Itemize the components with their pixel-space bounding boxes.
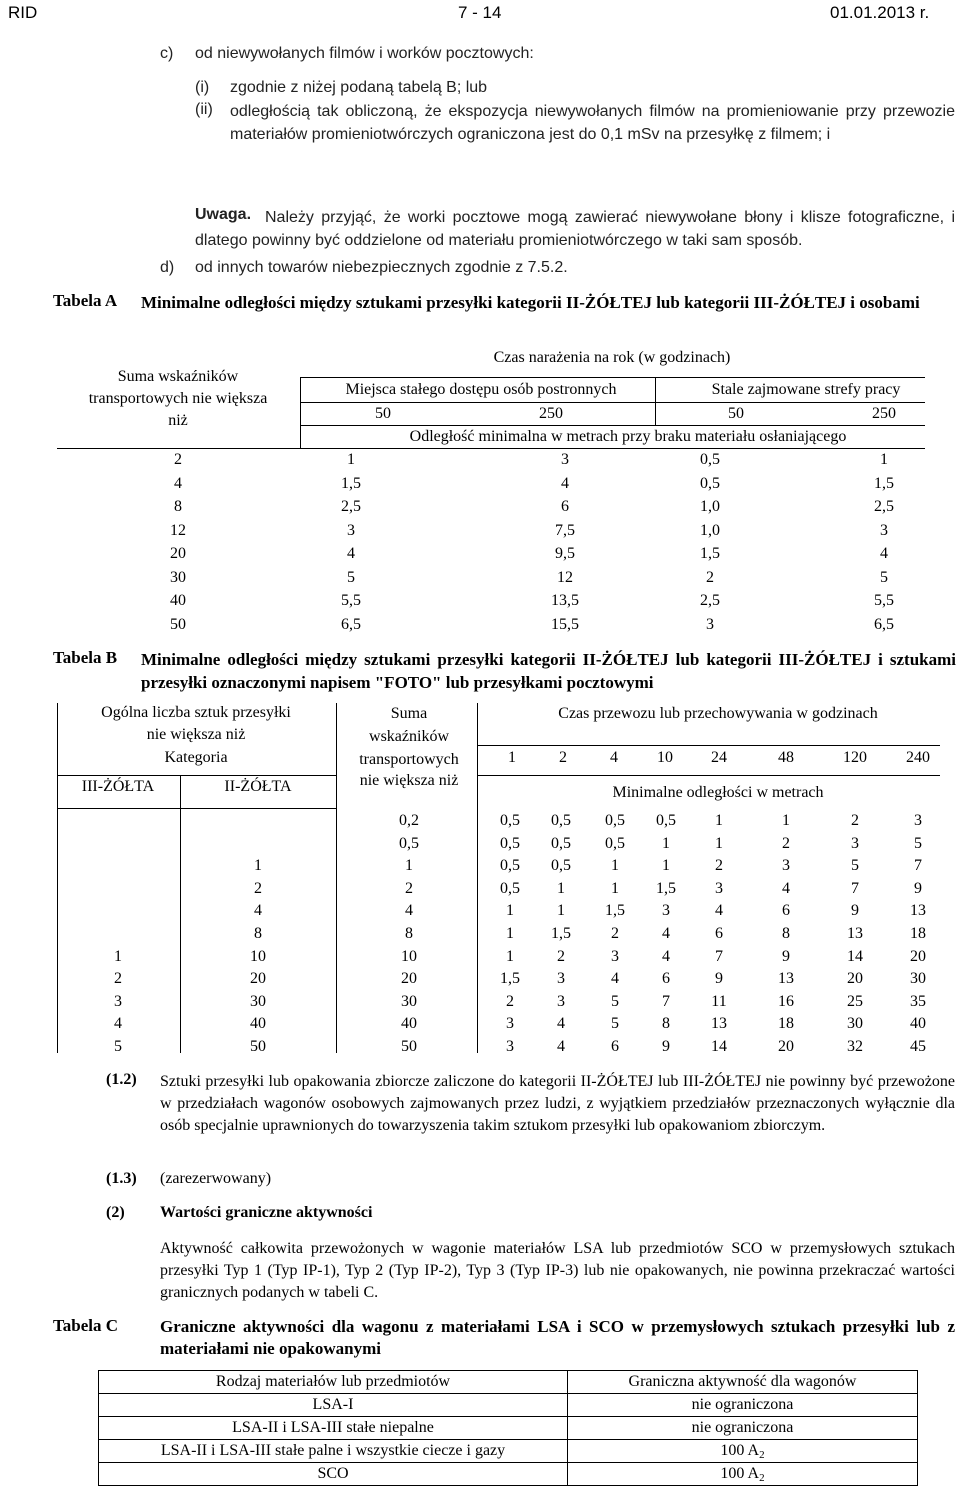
table-b-cell: 0,5 xyxy=(551,812,571,829)
table-a-hours-2: 250 xyxy=(539,405,563,422)
table-b-line xyxy=(57,775,336,776)
table-b-cell: 1 xyxy=(557,879,565,897)
table-a-cell: 8 xyxy=(174,498,182,515)
table-b-cell: 18 xyxy=(910,925,926,942)
table-b-cell: 20 xyxy=(250,970,266,988)
table-b-cat2: II-ŻÓŁTA xyxy=(224,778,292,795)
table-b-cell: 4 xyxy=(782,879,790,897)
note-label: Uwaga. xyxy=(195,206,252,223)
table-a-cell: 2 xyxy=(706,568,714,586)
table-c-limit-text: 100 A xyxy=(720,1442,760,1459)
table-a-line xyxy=(300,402,925,403)
table-b-cell: 1 xyxy=(506,902,514,920)
table-a-cell: 1,0 xyxy=(700,521,720,539)
table-b-count-line2: nie większa niż xyxy=(146,726,246,743)
table-a-cell: 5 xyxy=(880,568,888,586)
table-a-cell: 1,5 xyxy=(700,545,720,562)
table-b-cell: 3 xyxy=(914,812,922,829)
item-c-i-text: zgodnie z niżej podaną tabelą B; lub xyxy=(230,79,488,96)
table-b-cell: 50 xyxy=(401,1038,417,1055)
table-b-cell: 5 xyxy=(114,1038,122,1055)
table-b-cell: 9 xyxy=(662,1038,670,1055)
table-b-hour: 240 xyxy=(906,749,930,766)
table-b-cell: 7 xyxy=(662,992,670,1010)
header-right: 01.01.2013 r. xyxy=(830,3,930,22)
table-a-area2: Stale zajmowane strefy pracy xyxy=(711,381,901,398)
table-b-cell: 9 xyxy=(851,902,859,920)
table-b-line xyxy=(180,775,181,1053)
table-b-cell: 18 xyxy=(778,1015,794,1033)
table-c-limit-text: nie ograniczona xyxy=(691,1419,794,1436)
table-b-line xyxy=(336,703,337,1053)
table-a-cell: 4 xyxy=(347,545,355,562)
table-b-cell: 0,5 xyxy=(656,812,676,829)
p2-text: Aktywność całkowita przewożonych w wagonie materiałów LSA lub przedmiotów SCO w przemysłowych sztukach przesyłki Typ 1 (Typ IP-1), Typ 2 (Typ IP-2), Typ 3 (Typ IP-3) lub nie opakowanych, nie powinna przekraczać wartości granicznych podanych w tabeli C. xyxy=(160,1240,955,1301)
table-b-cell: 2 xyxy=(557,947,565,965)
table-c-limit xyxy=(568,1463,918,1486)
table-b-cell: 1 xyxy=(782,812,790,829)
table-b-cell: 8 xyxy=(662,1015,670,1033)
table-b-hour: 24 xyxy=(711,749,727,766)
p2-heading: Wartości graniczne aktywności xyxy=(160,1204,373,1221)
table-a-exposure-header: Czas narażenia na rok (w godzinach) xyxy=(493,349,731,366)
table-b-cell: 3 xyxy=(114,992,122,1010)
table-a-cell: 40 xyxy=(170,592,186,609)
table-b-index-line3: transportowych xyxy=(359,751,459,768)
table-b-cell: 3 xyxy=(506,1038,514,1055)
table-b-cell: 20 xyxy=(401,970,417,988)
table-a-cell: 1,0 xyxy=(700,498,720,515)
table-a-cell: 1,5 xyxy=(341,474,361,492)
table-a-cell: 3 xyxy=(347,521,355,539)
table-b-cell: 8 xyxy=(782,925,790,942)
table-b-cell: 1 xyxy=(506,947,514,965)
table-b-cell: 7 xyxy=(715,947,723,965)
table-c-limit-text: 100 A xyxy=(720,1465,760,1482)
table-b-cell: 40 xyxy=(401,1015,417,1033)
table-b-cell: 25 xyxy=(847,992,863,1010)
table-b-cell: 3 xyxy=(611,947,619,965)
table-b-cell: 11 xyxy=(711,992,727,1010)
table-a-line xyxy=(300,377,301,448)
item-c-marker: c) xyxy=(160,45,174,62)
table-c-type: SCO xyxy=(99,1463,568,1486)
p2-marker: (2) xyxy=(106,1204,125,1221)
table-b-cell: 4 xyxy=(662,947,670,965)
table-b-cell: 0,5 xyxy=(500,812,520,829)
table-b-cell: 8 xyxy=(405,925,413,942)
table-a-cell: 2 xyxy=(174,451,182,468)
table-b-cell: 4 xyxy=(611,970,619,988)
table-b-cell: 2 xyxy=(114,970,122,988)
table-b-cell: 9 xyxy=(715,970,723,988)
table-b-cell: 4 xyxy=(405,902,413,920)
table-a-cell: 3 xyxy=(561,451,569,468)
item-c-block xyxy=(0,0,960,276)
table-a-cell: 0,5 xyxy=(700,474,720,492)
table-b-cell: 3 xyxy=(662,902,670,920)
table-row xyxy=(99,1417,918,1440)
table-row xyxy=(99,1394,918,1417)
table-b-cell: 0,5 xyxy=(500,879,520,897)
table-b-cell: 0,5 xyxy=(605,812,625,829)
table-a-cell: 3 xyxy=(880,521,888,539)
item-c-i-marker: (i) xyxy=(195,79,210,96)
item-c-text: od niewywołanych filmów i worków pocztowych: xyxy=(195,45,534,62)
table-b-line xyxy=(477,745,940,746)
table-b-line xyxy=(57,808,336,809)
table-a-cell: 30 xyxy=(170,568,186,586)
table-a-area1: Miejsca stałego dostępu osób postronnych xyxy=(345,381,617,398)
table-a-cell: 0,5 xyxy=(700,451,720,468)
table-a-label: Tabela A xyxy=(53,291,118,310)
table-b-cell: 4 xyxy=(662,925,670,942)
table-a-cell: 4 xyxy=(174,474,182,492)
table-a-cell: 9,5 xyxy=(555,545,575,562)
table-b-cell: 2 xyxy=(405,879,413,897)
table-b-cell: 4 xyxy=(114,1015,122,1033)
table-b-cell: 1 xyxy=(114,947,122,965)
table-b-cell: 4 xyxy=(557,1015,565,1033)
table-b-cell: 5 xyxy=(611,1015,619,1033)
table-a-cell: 12 xyxy=(557,568,573,586)
table-b-title: Minimalne odległości między sztukami przesyłki kategorii II-ŻÓŁTEJ lub kategorii III-ŻÓŁTEJ i sztukami przesyłki oznaczonymi napisem "FOTO" lub przesyłkami pocztowymi xyxy=(141,650,956,692)
table-b-time-header: Czas przewozu lub przechowywania w godzinach xyxy=(558,705,878,722)
table-c-col2-header: Graniczna aktywność dla wagonów xyxy=(568,1371,918,1394)
table-b-cell: 0,5 xyxy=(399,834,419,852)
table-b-cell: 2 xyxy=(254,879,262,897)
table-b-cell: 5 xyxy=(914,834,922,852)
p13-marker: (1.3) xyxy=(106,1170,137,1187)
table-a-cell: 4 xyxy=(880,545,888,562)
table-b-category: Kategoria xyxy=(164,749,228,766)
table-b-cell: 50 xyxy=(250,1038,266,1055)
table-b-cell: 30 xyxy=(910,970,926,988)
table-b-cell: 1 xyxy=(405,857,413,875)
table-b-cell: 2 xyxy=(715,857,723,875)
table-b-cell: 32 xyxy=(847,1038,863,1055)
table-c-limit xyxy=(568,1394,918,1417)
table-a-cell: 5,5 xyxy=(874,592,894,609)
table-a-cell: 3 xyxy=(706,615,714,633)
table-b-cell: 30 xyxy=(401,992,417,1010)
table-b-cell: 13 xyxy=(711,1015,727,1033)
header-center: 7 - 14 xyxy=(458,3,502,22)
table-a-line xyxy=(300,377,925,378)
table-b-cell: 10 xyxy=(250,947,266,965)
table-b-cell: 4 xyxy=(254,902,262,920)
table-b-index-line2: wskaźników xyxy=(369,728,449,745)
table-b-distance-header: Minimalne odległości w metrach xyxy=(612,784,824,801)
table-b-cell: 0,5 xyxy=(551,834,571,852)
table-b-cell: 16 xyxy=(778,992,794,1010)
p13-text: (zarezerwowany) xyxy=(160,1170,272,1187)
table-b-cell: 1 xyxy=(715,812,723,829)
table-c-limit xyxy=(568,1417,918,1440)
table-b-cell: 14 xyxy=(711,1038,727,1055)
table-a-cell: 5 xyxy=(347,568,355,586)
table-b-cell: 1 xyxy=(662,857,670,875)
item-d-marker: d) xyxy=(160,259,175,276)
table-b-hour: 48 xyxy=(778,749,794,766)
table-a-cell: 7,5 xyxy=(555,521,575,539)
table-b-cell: 5 xyxy=(611,992,619,1010)
table-c-label: Tabela C xyxy=(53,1316,119,1335)
header-left: RID xyxy=(8,3,38,22)
table-b-cell: 3 xyxy=(715,879,723,897)
table-c-limit-text: nie ograniczona xyxy=(691,1396,794,1413)
table-b-cell: 13 xyxy=(778,970,794,988)
table-b-cell: 20 xyxy=(910,947,926,965)
table-c-limit-sub: 2 xyxy=(759,1449,765,1461)
table-a-cell: 6,5 xyxy=(874,615,894,633)
table-b-cell: 2 xyxy=(851,812,859,829)
table-a-line xyxy=(57,448,925,449)
table-b-cell: 14 xyxy=(847,947,863,965)
table-b-cell: 1,5 xyxy=(500,970,520,988)
table-c-limit xyxy=(568,1440,918,1463)
table-b-cell: 3 xyxy=(557,970,565,988)
table-b-cell: 2 xyxy=(782,834,790,852)
table-b-label: Tabela B xyxy=(53,648,118,667)
item-c-ii-marker: (ii) xyxy=(195,101,213,118)
table-a-cell: 4 xyxy=(561,474,569,492)
table-a-cell: 6 xyxy=(561,498,569,515)
item-d-text: od innych towarów niebezpiecznych zgodnie z 7.5.2. xyxy=(195,259,568,276)
table-b-cell: 10 xyxy=(401,947,417,965)
table-a-line xyxy=(300,425,925,426)
table-b-cell: 1 xyxy=(506,925,514,942)
table-b-cell: 1,5 xyxy=(656,879,676,897)
table-b-cell: 2 xyxy=(611,925,619,942)
table-a-cell: 1 xyxy=(880,451,888,468)
table-a-hours-1: 50 xyxy=(375,405,391,422)
table-b-cell: 20 xyxy=(847,970,863,988)
p12-marker: (1.2) xyxy=(106,1071,137,1088)
table-b-cell: 45 xyxy=(910,1038,926,1055)
p12-text: Sztuki przesyłki lub opakowania zbiorcze zaliczone do kategorii II-ŻÓŁTEJ lub III-ŻÓŁTEJ nie powinny być przewożone w przedziałach wagonów osobowych zajmowanych przez ludzi, z wyjątkiem przedziałów przeznaczonych wyłącznie dla osób specjalnie uprawnionych do towarzyszenia takim sztukom przesyłki lub opakowaniom zbiorczym. xyxy=(160,1073,955,1134)
table-b-cell: 1 xyxy=(715,834,723,852)
table-a-cell: 5,5 xyxy=(341,592,361,609)
table-row xyxy=(99,1440,918,1463)
table-b-cell: 13 xyxy=(847,925,863,942)
table-a-distance-header: Odległość minimalna w metrach przy braku materiału osłaniającego xyxy=(409,428,847,445)
table-b-index-line1: Suma xyxy=(390,705,428,722)
table-b-cell: 3 xyxy=(851,834,859,852)
table-b-cell: 9 xyxy=(782,947,790,965)
table-b-cell: 0,5 xyxy=(500,834,520,852)
table-a-cell: 2,5 xyxy=(874,498,894,515)
table-b-cell: 0,5 xyxy=(500,857,520,875)
table-b-cell: 1,5 xyxy=(605,902,625,920)
table-b-count-line1: Ogólna liczba sztuk przesyłki xyxy=(101,704,291,721)
table-b-cell: 0,5 xyxy=(551,857,571,875)
table-row xyxy=(99,1463,918,1486)
table-b-hour: 10 xyxy=(657,749,673,766)
table-b-hour: 120 xyxy=(843,749,867,766)
table-b-cell: 3 xyxy=(506,1015,514,1033)
table-c-type: LSA-I xyxy=(99,1394,568,1417)
table-b-line xyxy=(477,775,940,776)
table-b-cell: 30 xyxy=(250,992,266,1010)
table-b-cell: 6 xyxy=(662,970,670,988)
table-b-cell: 8 xyxy=(254,925,262,942)
table-a-cell: 2,5 xyxy=(700,592,720,609)
table-b-cell: 20 xyxy=(778,1038,794,1055)
table-c-title: Graniczne aktywności dla wagonu z materiałami LSA i SCO w przemysłowych sztukach przesyłki lub z materiałami nie opakowanymi xyxy=(160,1317,955,1358)
table-b-cell: 40 xyxy=(910,1015,926,1033)
table-c xyxy=(98,1370,918,1486)
table-b-cell: 1 xyxy=(254,857,262,875)
table-a-cell: 1 xyxy=(347,451,355,468)
table-b-cell: 0,2 xyxy=(399,812,419,829)
table-b-cell: 9 xyxy=(914,879,922,897)
table-b-cell: 40 xyxy=(250,1015,266,1033)
table-c-type: LSA-II i LSA-III stałe niepalne xyxy=(99,1417,568,1440)
table-c-type: LSA-II i LSA-III stałe palne i wszystkie ciecze i gazy xyxy=(99,1440,568,1463)
table-a-col0-line1: Suma wskaźników xyxy=(117,368,239,385)
table-b-hour: 2 xyxy=(559,749,567,766)
table-a-title: Minimalne odległości między sztukami przesyłki kategorii II-ŻÓŁTEJ lub kategorii III-ŻÓŁTEJ i osobami xyxy=(141,293,920,312)
table-b-cell: 35 xyxy=(910,992,926,1010)
table-b-cell: 7 xyxy=(914,857,922,875)
table-a-line xyxy=(655,377,656,425)
table-c-col1-header: Rodzaj materiałów lub przedmiotów xyxy=(99,1371,568,1394)
table-a-hours-3: 50 xyxy=(728,405,744,422)
table-b-hour: 4 xyxy=(610,749,618,766)
table-b-cell: 0,5 xyxy=(605,834,625,852)
table-a-hours-4: 250 xyxy=(872,405,896,422)
table-a-cell: 50 xyxy=(170,615,186,633)
table-b-cell: 1 xyxy=(662,834,670,852)
table-c-header-row xyxy=(99,1371,918,1394)
item-c-ii-text: odległością tak obliczoną, że ekspozycja niewywołanych filmów na promieniowanie przy przewozie materiałów promieniotwórczych ograniczona jest do 0,1 mSv na przesyłkę z filmem; i xyxy=(230,103,955,143)
table-b-cell: 2 xyxy=(506,992,514,1010)
table-b-cell: 5 xyxy=(851,857,859,875)
table-b-line xyxy=(57,703,58,1053)
table-b-line xyxy=(477,703,478,1053)
table-a-cell: 13,5 xyxy=(551,592,579,609)
table-b-cell: 4 xyxy=(715,902,723,920)
table-a-col0-line3: niż xyxy=(168,412,188,429)
table-b-cell: 13 xyxy=(910,902,926,920)
table-b-cell: 3 xyxy=(557,992,565,1010)
table-b-cell: 6 xyxy=(611,1038,619,1055)
table-b-cell: 1 xyxy=(557,902,565,920)
table-b-hour: 1 xyxy=(508,749,516,766)
table-b-cell: 4 xyxy=(557,1038,565,1055)
table-a-cell: 12 xyxy=(170,521,186,539)
table-a-cell: 6,5 xyxy=(341,615,361,633)
table-b-cell: 1 xyxy=(611,879,619,897)
table-a-cell: 15,5 xyxy=(551,615,579,633)
table-a-col0-line2: transportowych nie większa xyxy=(88,390,268,407)
table-b-index-line4: nie większa niż xyxy=(359,772,459,789)
note-text: Należy przyjąć, że worki pocztowe mogą zawierać niewywołane błony i klisze fotograficzne, i dlatego powinny być oddzielone od materiału promieniotwórczego w taki sam sposób. xyxy=(195,209,955,249)
table-b-cell: 30 xyxy=(847,1015,863,1033)
table-a-cell: 2,5 xyxy=(341,498,361,515)
table-b-cell: 7 xyxy=(851,879,859,897)
table-b-cat3: III-ŻÓŁTA xyxy=(81,778,155,795)
table-b-cell: 1 xyxy=(611,857,619,875)
table-a-cell: 1,5 xyxy=(874,474,894,492)
table-b-cell: 6 xyxy=(715,925,723,942)
table-b-cell: 6 xyxy=(782,902,790,920)
table-c-limit-sub: 2 xyxy=(759,1472,765,1484)
table-b-cell: 3 xyxy=(782,857,790,875)
table-b-cell: 1,5 xyxy=(551,925,571,942)
table-a-cell: 20 xyxy=(170,545,186,562)
